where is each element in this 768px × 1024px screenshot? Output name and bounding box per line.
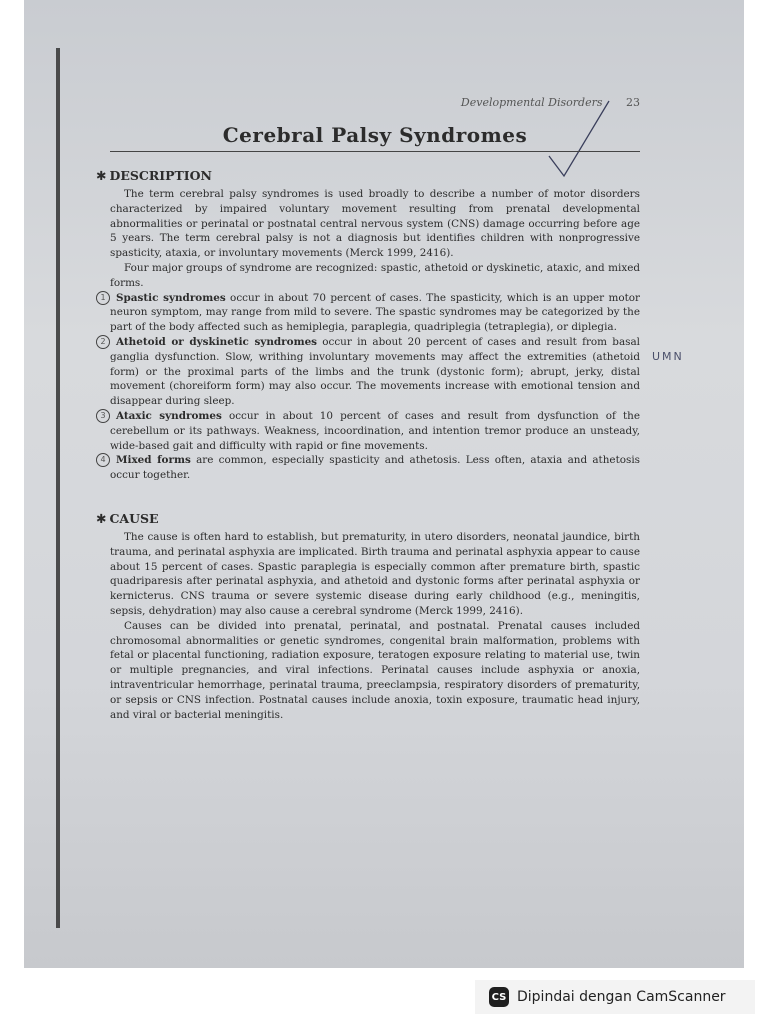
- scanned-page: [24, 0, 744, 968]
- description-heading: ✱ DESCRIPTION: [96, 168, 212, 183]
- circled-number-icon: 2: [96, 335, 110, 349]
- syndrome-item-1: 1 Spastic syndromes occur in about 70 percent of cases. The spasticity, which is an upper motor neuron symptom, may range from mild to severe. The spastic syndromes may be categorized by the part of the body affected such as hemiplegia, paraplegia, quadriplegia (tetraplegia), or diplegia.: [110, 291, 640, 335]
- asterisk-mark-icon: ✱: [96, 510, 107, 526]
- circled-number-icon: 1: [96, 291, 110, 305]
- margin-note: UMN: [652, 350, 684, 363]
- scanner-label: Dipindai dengan CamScanner: [517, 989, 726, 1005]
- description-paragraph-2: Four major groups of syndrome are recognized: spastic, athetoid or dyskinetic, ataxic, and mixed forms.: [110, 261, 640, 289]
- syndrome-item-2: 2 Athetoid or dyskinetic syndromes occur in about 20 percent of cases and result from basal ganglia dysfunction. Slow, writhing involuntary movements may affect the extremities (athetoid form) or the proximal parts of the limbs and the trunk (dystonic form); abrupt, jerky, distal movement (choreiform form) may also occur. The movements increase with emotional tension and disappear during sleep.: [110, 335, 640, 409]
- circled-number-icon: 3: [96, 409, 110, 423]
- page-number: 23: [626, 96, 640, 109]
- cause-heading: ✱ CAUSE: [96, 510, 159, 526]
- syndrome-item-4: 4 Mixed forms are common, especially spasticity and athetosis. Less often, ataxia and athetosis occur together.: [110, 453, 640, 483]
- camscanner-logo-icon: CS: [489, 987, 509, 1007]
- syndrome-item-3: 3 Ataxic syndromes occur in about 10 percent of cases and result from dysfunction of the cerebellum or its pathways. Weakness, incoordination, and intention tremor produce an unsteady, wide-based gait and difficulty with rapid or fine movements.: [110, 409, 640, 453]
- margin-bar: [56, 48, 60, 928]
- cause-paragraph-1: The cause is often hard to establish, but prematurity, in utero disorders, neonatal jaundice, birth trauma, and perinatal asphyxia are implicated. Birth trauma and perinatal asphyxia appear to cause about 15 percent of cases. Spastic paraplegia is especially common after premature birth, spastic quadriparesis after perinatal asphyxia, and athetoid and dystonic forms after perinatal asphyxia or kernicterus. CNS trauma or severe systemic disease during early childhood (e.g., meningitis, sepsis, dehydration) may also cause a cerebral syndrome (Merck 1999, 2416).: [110, 530, 640, 617]
- scanner-badge: [475, 980, 755, 1014]
- chapter-title: Cerebral Palsy Syndromes: [110, 123, 640, 152]
- book-page: [96, 96, 640, 722]
- cause-paragraph-2: Causes can be divided into prenatal, perinatal, and postnatal. Prenatal causes included chromosomal abnormalities or genetic syndromes, congenital brain malformation, problems with fetal or placental functioning, radiation exposure, teratogen exposure relating to material use, twin or multiple pregnancies, and viral infections. Perinatal causes include asphyxia or anoxia, intraventricular hemorrhage, perinatal trauma, preeclampsia, respiratory disorders of prematurity, or sepsis or CNS infection. Postnatal causes include anoxia, toxin exposure, traumatic head injury, and viral or bacterial meningitis.: [110, 619, 640, 721]
- circled-number-icon: 4: [96, 453, 110, 467]
- running-head: [110, 96, 640, 109]
- asterisk-mark-icon: ✱: [96, 168, 107, 183]
- running-title: Developmental Disorders: [460, 96, 603, 109]
- description-paragraph-1: The term cerebral palsy syndromes is used broadly to describe a number of motor disorders characterized by impaired voluntary movement resulting from prenatal developmental abnormalities or perinatal or postnatal central nervous system (CNS) damage occurring before age 5 years. The term cerebral palsy is not a diagnosis but identifies children with nonprogressive spasticity, ataxia, or involuntary movements (Merck 1999, 2416).: [110, 188, 640, 260]
